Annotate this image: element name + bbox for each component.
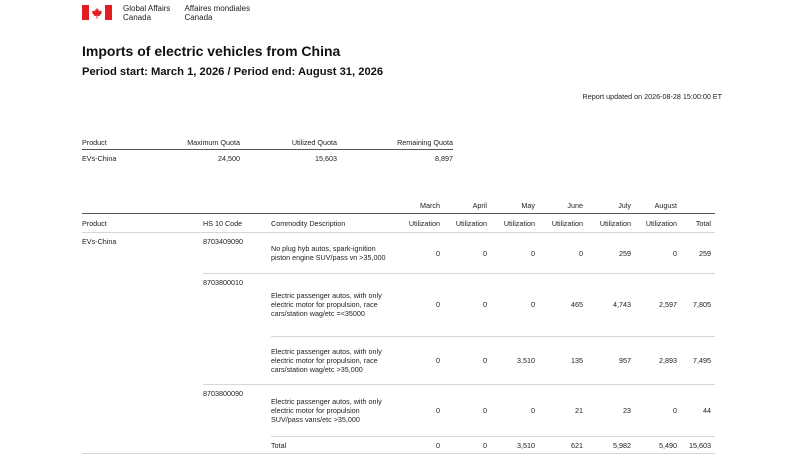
page-title: Imports of electric vehicles from China: [82, 43, 341, 59]
value-cell: 3,510: [491, 336, 539, 384]
column-header-product: Product: [82, 214, 203, 233]
value-cell: 0: [539, 233, 587, 274]
value-cell: 5,490: [635, 437, 681, 454]
value-cell: 0: [444, 384, 491, 437]
table-row: [82, 233, 715, 274]
month-header: July: [618, 200, 631, 210]
month-header: March: [420, 200, 440, 210]
commodity-description-cell: Electric passenger autos, with only electric motor for propulsion, race cars/station wag/etc =<35000: [271, 274, 394, 337]
value-cell: 0: [491, 274, 539, 337]
column-header-remaining-quota: Remaining Quota: [337, 135, 453, 150]
table-header-row: [82, 135, 453, 150]
hs-code-cell: 8703409090: [203, 233, 271, 274]
total-cell: 7,495: [681, 336, 715, 384]
column-header-utilization: Utilization: [635, 214, 681, 233]
total-cell: 44: [681, 384, 715, 437]
value-cell: 465: [539, 274, 587, 337]
org-name-french: Affaires mondiales Canada: [184, 4, 251, 22]
value-cell: 0: [394, 336, 444, 384]
value-cell: 4,743: [587, 274, 635, 337]
total-cell: 7,805: [681, 274, 715, 337]
value-cell: 2,597: [635, 274, 681, 337]
total-label: Total: [271, 437, 394, 454]
quota-summary-table: [82, 135, 453, 167]
month-header: May: [521, 200, 535, 210]
value-cell: 0: [444, 336, 491, 384]
value-cell: 23: [587, 384, 635, 437]
hs-code-cell: 8703800010: [203, 274, 271, 337]
value-cell: 3,510: [491, 437, 539, 454]
value-cell: 135: [539, 336, 587, 384]
value-cell: 0: [635, 384, 681, 437]
table-row: [82, 150, 453, 168]
product-cell: EVs-China: [82, 154, 117, 163]
column-header-maximum-quota: Maximum Quota: [172, 135, 240, 150]
page-header: [82, 4, 250, 22]
column-header-utilization: Utilization: [444, 214, 491, 233]
column-header-hs-code: HS 10 Code: [203, 214, 271, 233]
commodity-description-cell: No plug hyb autos, spark-ignition piston engine SUV/pass vn >35,000: [271, 233, 394, 274]
value-cell: 0: [394, 233, 444, 274]
month-header: June: [567, 200, 583, 210]
column-header-utilization: Utilization: [539, 214, 587, 233]
hs-code-cell: 8703800090: [203, 384, 271, 437]
value-cell: 0: [444, 437, 491, 454]
remaining-quota-cell: 8,897: [435, 154, 453, 163]
value-cell: 957: [587, 336, 635, 384]
monthly-utilization-table: [82, 197, 715, 454]
column-header-utilization: Utilization: [491, 214, 539, 233]
value-cell: 0: [394, 384, 444, 437]
value-cell: 621: [539, 437, 587, 454]
period-subtitle: Period start: March 1, 2026 / Period end: August 31, 2026: [82, 66, 384, 78]
value-cell: 0: [444, 274, 491, 337]
column-header-utilization: Utilization: [587, 214, 635, 233]
value-cell: 0: [444, 233, 491, 274]
utilized-quota-cell: 15,603: [315, 154, 337, 163]
table-row: [82, 336, 715, 384]
value-cell: 0: [394, 274, 444, 337]
commodity-description-cell: Electric passenger autos, with only electric motor for propulsion, race cars/station wag/etc >35,000: [271, 336, 394, 384]
column-header-total: Total: [681, 214, 715, 233]
column-header-commodity-description: Commodity Description: [271, 214, 394, 233]
value-cell: 0: [635, 233, 681, 274]
table-row: [82, 274, 715, 337]
value-cell: 5,982: [587, 437, 635, 454]
month-header: April: [472, 200, 487, 210]
month-header-row: [82, 197, 715, 214]
value-cell: 2,893: [635, 336, 681, 384]
table-header-row: [82, 214, 715, 233]
commodity-description-cell: Electric passenger autos, with only electric motor for propulsion SUV/pass vans/etc >35,000: [271, 384, 394, 437]
report-updated-timestamp: Report updated on 2026-08-28 15:00:00 ET: [582, 92, 722, 101]
canada-flag-icon: [82, 5, 112, 20]
maximum-quota-cell: 24,500: [218, 154, 240, 163]
total-row: [82, 437, 715, 454]
total-cell: 15,603: [681, 437, 715, 454]
column-header-product: Product: [82, 135, 172, 150]
org-name-english: Global Affairs Canada: [123, 4, 171, 22]
value-cell: 21: [539, 384, 587, 437]
value-cell: 0: [491, 384, 539, 437]
column-header-utilization: Utilization: [394, 214, 444, 233]
month-header: August: [654, 200, 677, 210]
value-cell: 259: [587, 233, 635, 274]
product-cell: EVs-China: [82, 233, 203, 274]
column-header-utilized-quota: Utilized Quota: [240, 135, 337, 150]
value-cell: 0: [394, 437, 444, 454]
value-cell: 0: [491, 233, 539, 274]
table-row: [82, 384, 715, 437]
total-cell: 259: [681, 233, 715, 274]
